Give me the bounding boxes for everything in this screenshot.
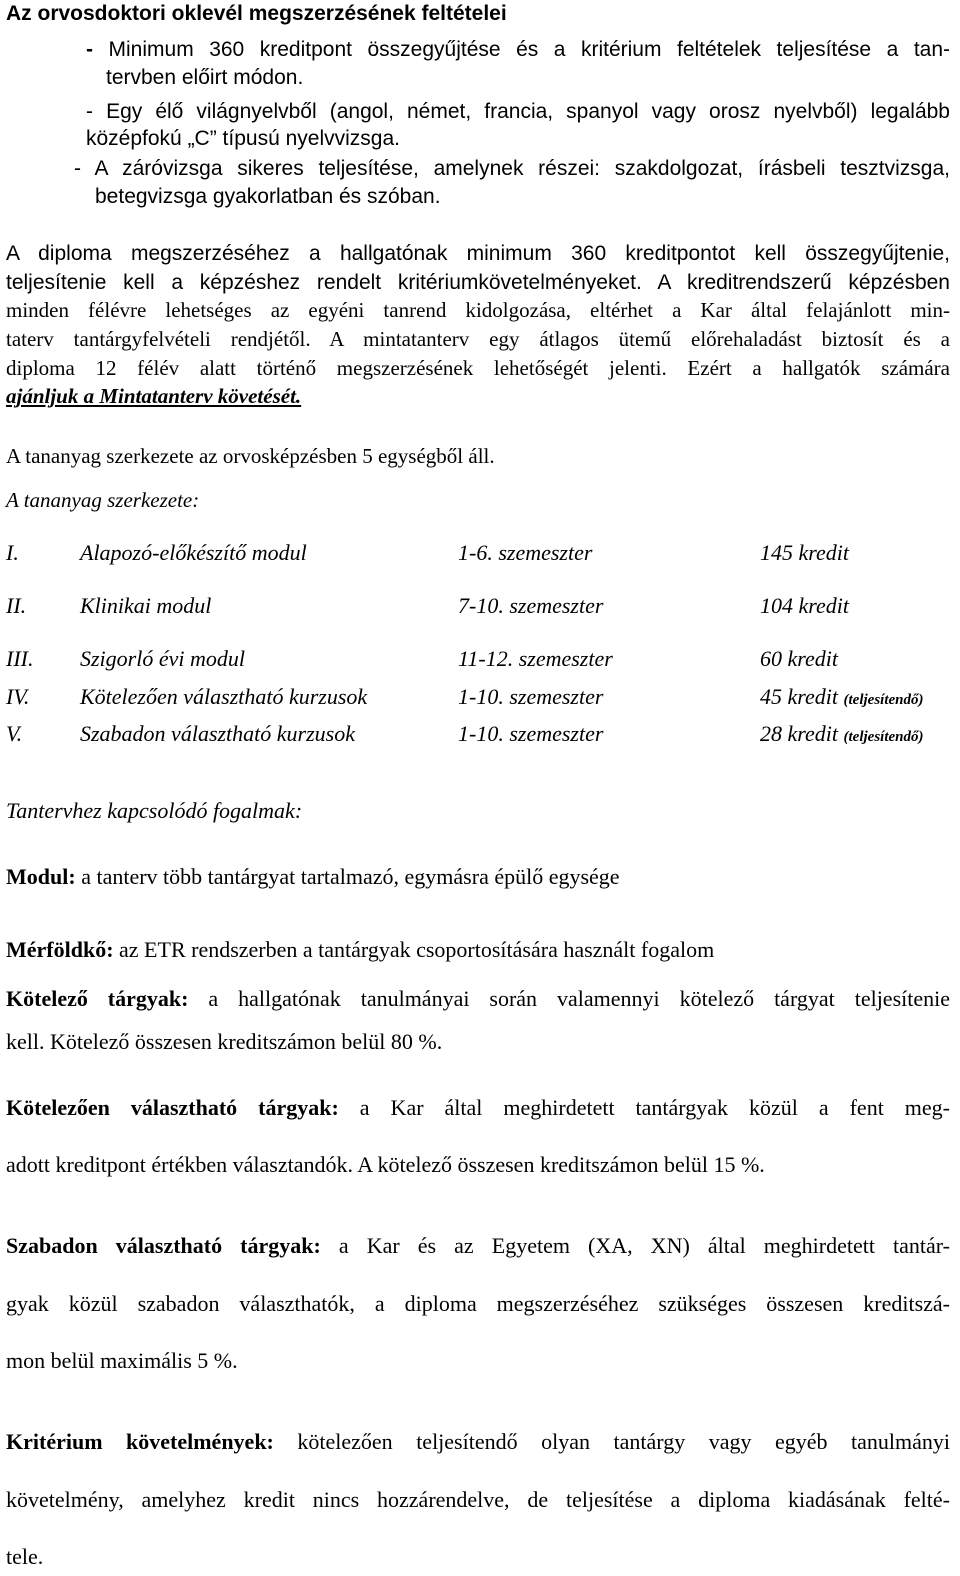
module-credit bbox=[760, 593, 849, 619]
module-semester: 11-12. szemeszter bbox=[458, 646, 613, 671]
condition-1 bbox=[86, 38, 950, 62]
condition-3 bbox=[74, 157, 950, 181]
module-credit bbox=[760, 540, 849, 566]
module-number: I. bbox=[6, 540, 19, 565]
diploma-line-1: A diploma megszerzéséhez a hallgatónak minimum 360 kreditpontot kell összegyűjtenie, bbox=[6, 242, 950, 265]
module-name: Szigorló évi modul bbox=[80, 646, 245, 671]
module-credit bbox=[760, 684, 923, 710]
module-name: Klinikai modul bbox=[80, 593, 212, 618]
module-name: Kötelezően választható kurzusok bbox=[80, 684, 368, 709]
definition-kotelezo-cont: kell. Kötelező összesen kreditszámon belül 80 %. bbox=[6, 1029, 443, 1054]
module-semester: 1-10. szemeszter bbox=[458, 684, 604, 709]
diploma-line-3: minden félévre lehetséges az egyéni tanrend kidolgozása, eltérhet a Kar által felajánlott min- bbox=[6, 298, 950, 322]
module-semester: 1-6. szemeszter bbox=[458, 540, 593, 565]
definition-szabadon-valaszthato-cont-2: mon belül maximális 5 %. bbox=[6, 1348, 238, 1373]
module-number: II. bbox=[6, 593, 27, 618]
definition-kotelezo bbox=[6, 986, 950, 1012]
definition-text: a hallgatónak tanulmányai során valamennyi kötelező tárgyat teljesítenie bbox=[188, 986, 950, 1011]
definition-text: a Kar és az Egyetem (XA, XN) által meghirdetett tantár- bbox=[320, 1233, 950, 1258]
condition-1-continuation: tervben előirt módon. bbox=[106, 66, 304, 89]
definition-term: Szabadon választható tárgyak: bbox=[6, 1233, 321, 1258]
definition-kriterium-cont-2: tele. bbox=[6, 1544, 44, 1569]
page-title: Az orvosdoktori oklevél megszerzésének feltételei bbox=[6, 2, 507, 25]
definition-szabadon-valaszthato bbox=[6, 1233, 950, 1259]
module-credit-value: 28 kredit bbox=[760, 721, 838, 746]
definition-text: kötelezően teljesítendő olyan tantárgy vagy egyéb tanulmányi bbox=[273, 1429, 950, 1454]
module-credit-note: (teljesítendő) bbox=[843, 692, 924, 708]
module-semester: 7-10. szemeszter bbox=[458, 593, 604, 618]
recommendation-emphasis: ajánljuk a Mintatanterv követését. bbox=[6, 384, 302, 408]
definition-kriterium-cont-1: követelmény, amelyhez kredit nincs hozzárendelve, de teljesítése a diploma kiadásának felté- bbox=[6, 1487, 950, 1512]
condition-3-text: A záróvizsga sikeres teljesítése, amelynek részei: szakdolgozat, írásbeli tesztvizsga, bbox=[81, 157, 950, 180]
condition-2-continuation: középfokú „C” típusú nyelvvizsga. bbox=[86, 127, 400, 150]
module-name: Alapozó-előkészítő modul bbox=[80, 540, 307, 565]
definition-term: Kritérium követelmények: bbox=[6, 1429, 274, 1454]
module-name: Szabadon választható kurzusok bbox=[80, 721, 355, 746]
definition-kotelezoen-valaszthato bbox=[6, 1095, 950, 1121]
definition-text: az ETR rendszerben a tantárgyak csoportosítására használt fogalom bbox=[113, 937, 715, 962]
condition-1-text: Minimum 360 kreditpont összegyűjtése és a kritérium feltételek teljesítése a tan- bbox=[93, 38, 950, 61]
module-credit-value: 60 kredit bbox=[760, 646, 838, 671]
list-bullet: - bbox=[74, 157, 81, 180]
diploma-line-4: taterv tantárgyfelvételi rendjétől. A mintatanterv egy átlagos ütemű előrehaladást biztosít és a bbox=[6, 327, 950, 351]
condition-2-text: Egy élő világnyelvből (angol, német, francia, spanyol vagy orosz nyelvből) legalább bbox=[93, 100, 950, 123]
definition-term: Modul: bbox=[6, 864, 76, 889]
definition-term: Mérföldkő: bbox=[6, 937, 114, 962]
module-number: V. bbox=[6, 721, 23, 746]
diploma-line-5: diploma 12 félév alatt történő megszerzésének lehetőségét jelenti. Ezért a hallgatók számára bbox=[6, 356, 950, 380]
definition-modul bbox=[6, 864, 620, 890]
module-credit-value: 104 kredit bbox=[760, 593, 849, 618]
module-credit-note: (teljesítendő) bbox=[843, 729, 924, 745]
module-number: IV. bbox=[6, 684, 30, 709]
definition-text: a Kar által meghirdetett tantárgyak közül a fent meg- bbox=[338, 1095, 950, 1120]
module-semester: 1-10. szemeszter bbox=[458, 721, 604, 746]
list-bullet: - bbox=[86, 100, 93, 123]
definition-kriterium bbox=[6, 1429, 950, 1455]
module-credit bbox=[760, 646, 838, 672]
module-credit bbox=[760, 721, 923, 747]
module-credit-value: 145 kredit bbox=[760, 540, 849, 565]
module-number: III. bbox=[6, 646, 34, 671]
definition-text: a tanterv több tantárgyat tartalmazó, egymásra épülő egysége bbox=[75, 864, 620, 889]
definition-kotelezoen-valaszthato-cont: adott kreditpont értékben választandók. A kötelező összesen kreditszámon belül 15 %. bbox=[6, 1152, 765, 1177]
definition-merfoldko bbox=[6, 937, 714, 963]
module-credit-value: 45 kredit bbox=[760, 684, 838, 709]
structure-intro: A tananyag szerkezete az orvosképzésben 5 egységből áll. bbox=[6, 444, 495, 468]
definition-term: Kötelezően választható tárgyak: bbox=[6, 1095, 339, 1120]
condition-2 bbox=[86, 100, 950, 124]
definition-term: Kötelező tárgyak: bbox=[6, 986, 189, 1011]
concepts-heading: Tantervhez kapcsolódó fogalmak: bbox=[6, 798, 303, 823]
list-bullet: - bbox=[86, 38, 93, 61]
structure-heading: A tananyag szerkezete: bbox=[6, 488, 200, 512]
diploma-line-2: teljesítenie kell a képzéshez rendelt kritériumkövetelményeket. A kreditrendszerű képzésben bbox=[6, 271, 950, 294]
definition-szabadon-valaszthato-cont-1: gyak közül szabadon választhatók, a diploma megszerzéséhez szükséges összesen kreditszá- bbox=[6, 1291, 950, 1316]
condition-3-continuation: betegvizsga gyakorlatban és szóban. bbox=[95, 185, 441, 208]
